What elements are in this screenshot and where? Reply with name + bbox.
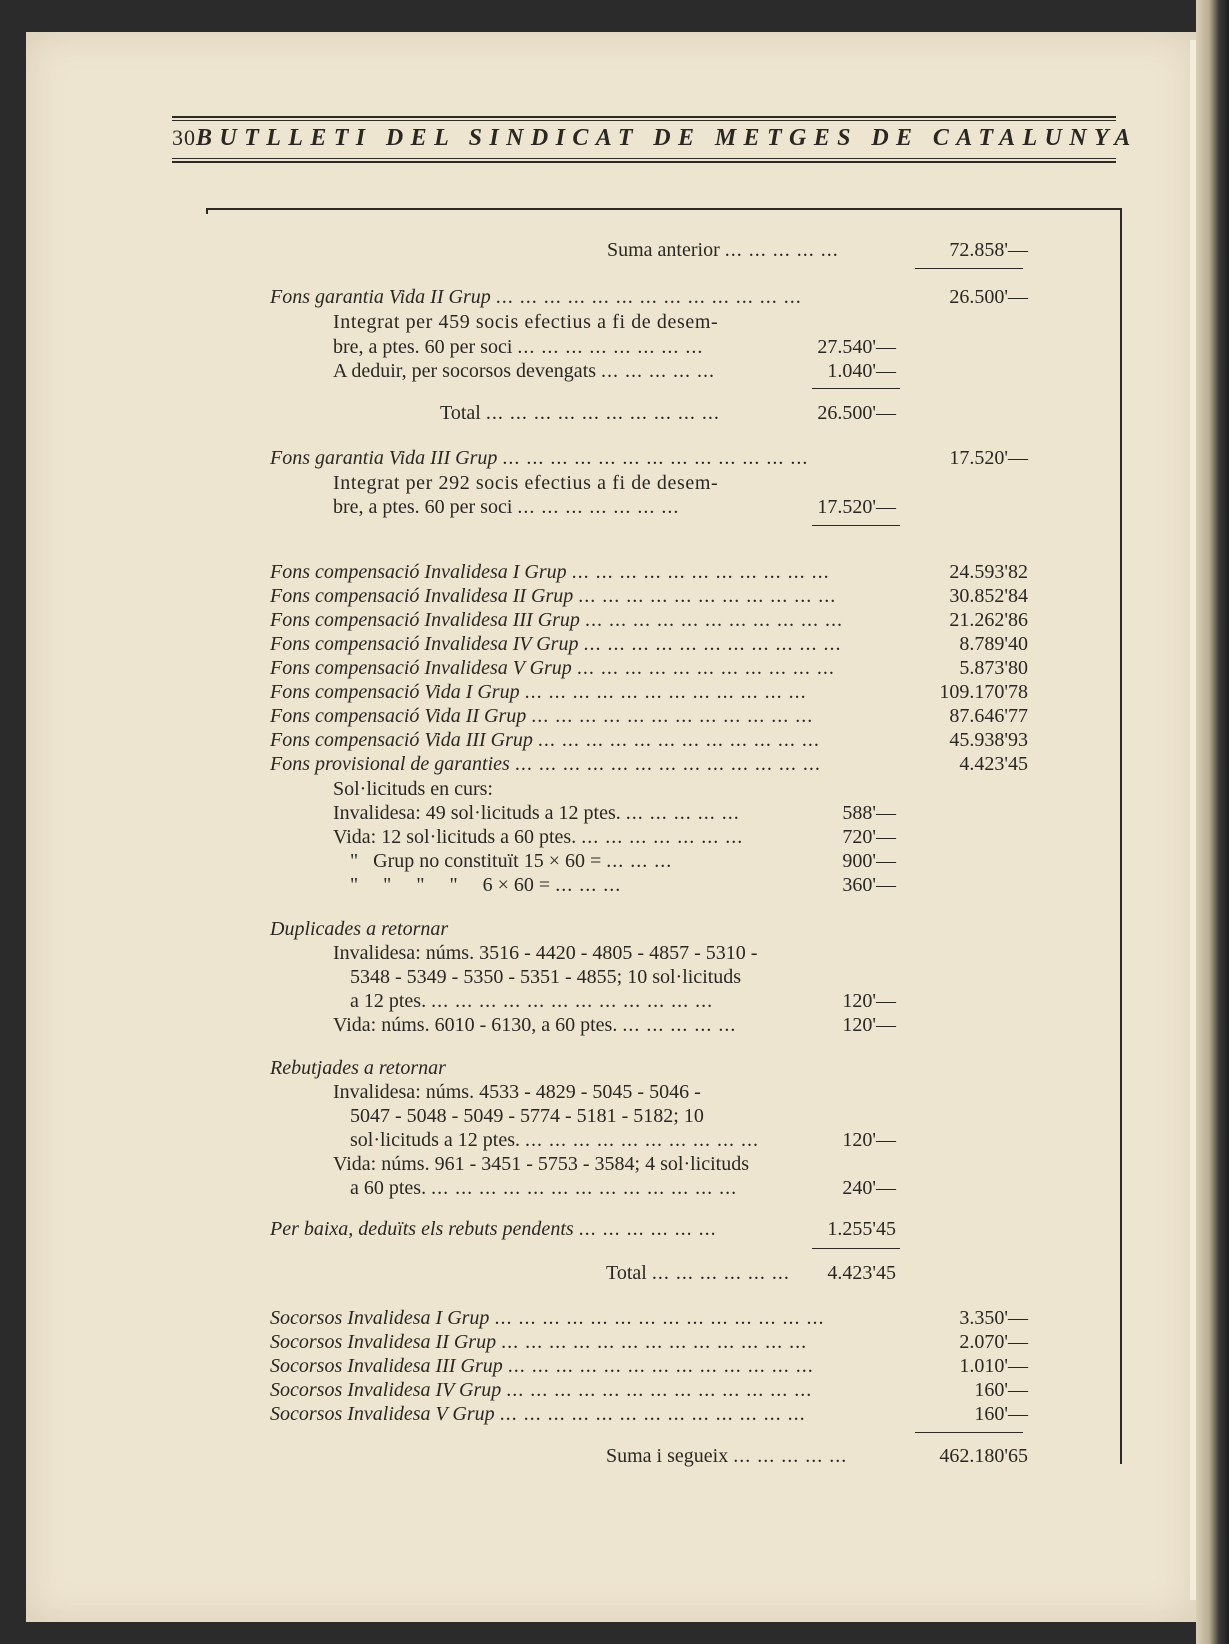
duplicades-line: Vida: núms. 6010 - 6130, a 60 ptes. ... ... ... ... ... — [333, 1014, 737, 1036]
table-frame-left — [206, 208, 208, 214]
solicituds-value: 900'— — [842, 850, 896, 872]
list-item-value: 2.070'— — [959, 1331, 1028, 1353]
rebutjades-line: Vida: núms. 961 - 3451 - 5753 - 3584; 4 sol·licituds — [333, 1153, 749, 1175]
list-item: Fons compensació Invalidesa IV Grup ... ... ... ... ... ... ... ... ... ... ... — [270, 633, 842, 655]
header-rule-bottom — [172, 161, 1116, 163]
fons-vida2-label: Fons garantia Vida II Grup ... ... ... ... ... ... ... ... ... ... ... ... ... — [270, 286, 802, 308]
rebutjades-line: 5047 - 5048 - 5049 - 5774 - 5181 - 5182; 10 — [350, 1105, 704, 1127]
solicituds-row: " Grup no constituït 15 × 60 = ... ... ... — [350, 850, 673, 872]
rule — [812, 388, 900, 389]
duplicades-heading: Duplicades a retornar — [270, 918, 449, 940]
vida2-text-line3: A deduir, per socorsos devengats ... ... ... ... ... — [333, 360, 716, 382]
page-number: 30 — [172, 125, 196, 150]
vida3-soci-value: 17.520'— — [817, 496, 896, 518]
fons-vida3-label: Fons garantia Vida III Grup ... ... ... ... ... ... ... ... ... ... ... ... ... — [270, 447, 809, 469]
duplicades-line: Invalidesa: núms. 3516 - 4420 - 4805 - 4857 - 5310 - — [333, 942, 758, 964]
book-spine — [1196, 0, 1229, 1644]
fons-vida2-value: 26.500'— — [949, 286, 1028, 308]
list-item-value: 21.262'86 — [949, 609, 1028, 631]
rule — [812, 525, 900, 526]
list-item: Socorsos Invalidesa III Grup ... ... ... ... ... ... ... ... ... ... ... ... ... — [270, 1355, 814, 1377]
list-item: Socorsos Invalidesa II Grup ... ... ... ... ... ... ... ... ... ... ... ... ... — [270, 1331, 808, 1353]
rebutjades-line: Invalidesa: núms. 4533 - 4829 - 5045 - 5046 - — [333, 1081, 701, 1103]
list-item: Fons compensació Invalidesa I Grup ... ... ... ... ... ... ... ... ... ... ... — [270, 561, 830, 583]
journal-title: BUTLLETI DEL SINDICAT DE METGES DE CATALUNYA — [196, 125, 1138, 151]
rule — [812, 1248, 900, 1249]
table-frame-top — [206, 208, 1122, 210]
list-item: Fons compensació Vida II Grup ... ... ... ... ... ... ... ... ... ... ... ... — [270, 705, 814, 727]
duplicades-value: 120'— — [842, 1014, 896, 1036]
vida3-text-line2: bre, a ptes. 60 per soci ... ... ... ... ... ... ... — [333, 496, 680, 518]
per-baixa-value: 1.255'45 — [827, 1218, 896, 1240]
rebutjades-value: 240'— — [842, 1177, 896, 1199]
list-item: Fons compensació Invalidesa III Grup ... ... ... ... ... ... ... ... ... ... ... — [270, 609, 843, 631]
rule — [915, 1432, 1023, 1433]
list-item: Socorsos Invalidesa I Grup ... ... ... ... ... ... ... ... ... ... ... ... ... ... — [270, 1307, 825, 1329]
rebutjades-line: sol·licituds a 12 ptes. ... ... ... ... ... ... ... ... ... ... — [350, 1129, 759, 1151]
solicituds-row: Vida: 12 sol·licituds a 60 ptes. ... ... ... ... ... ... ... — [333, 826, 744, 848]
suma-anterior-value: 72.858'— — [949, 239, 1028, 261]
list-item-value: 5.873'80 — [959, 657, 1028, 679]
solicituds-row: " " " " 6 × 60 = ... ... ... — [350, 874, 622, 896]
rebutjades-line: a 60 ptes. ... ... ... ... ... ... ... ... ... ... ... ... ... — [350, 1177, 738, 1199]
vida2-text-line1: Integrat per 459 socis efectius a fi de desem- — [333, 311, 719, 333]
vida2-total-label: Total ... ... ... ... ... ... ... ... ... ... — [440, 402, 720, 424]
list-item: Fons compensació Vida I Grup ... ... ... ... ... ... ... ... ... ... ... ... — [270, 681, 807, 703]
list-item-value: 30.852'84 — [949, 585, 1028, 607]
list-item: Socorsos Invalidesa V Grup ... ... ... ... ... ... ... ... ... ... ... ... ... — [270, 1403, 806, 1425]
duplicades-line: a 12 ptes. ... ... ... ... ... ... ... ... ... ... ... ... — [350, 990, 714, 1012]
duplicades-value: 120'— — [842, 990, 896, 1012]
rebutjades-heading: Rebutjades a retornar — [270, 1057, 446, 1079]
vida2-total-value: 26.500'— — [817, 402, 896, 424]
vida2-deduir-value: 1.040'— — [827, 360, 896, 382]
table-frame-right — [1120, 208, 1122, 1464]
list-item-value: 45.938'93 — [949, 729, 1028, 751]
fons-vida3-value: 17.520'— — [949, 447, 1028, 469]
rule — [915, 268, 1023, 269]
running-header — [172, 125, 1138, 155]
header-rule-top-thin — [172, 120, 1116, 121]
solicituds-value: 360'— — [842, 874, 896, 896]
list-item-value: 87.646'77 — [949, 705, 1028, 727]
list-item: Fons compensació Invalidesa V Grup ... ... ... ... ... ... ... ... ... ... ... — [270, 657, 835, 679]
header-rule-top — [172, 116, 1116, 118]
list-item-value: 1.010'— — [959, 1355, 1028, 1377]
solicituds-heading: Sol·licituds en curs: — [333, 778, 493, 800]
list-item-value: 109.170'78 — [939, 681, 1028, 703]
solicituds-value: 720'— — [842, 826, 896, 848]
duplicades-line: 5348 - 5349 - 5350 - 5351 - 4855; 10 sol·licituds — [350, 966, 742, 988]
rebutjades-value: 120'— — [842, 1129, 896, 1151]
list-item-value: 160'— — [974, 1403, 1028, 1425]
vida3-text-line1: Integrat per 292 socis efectius a fi de desem- — [333, 472, 719, 494]
list-item: Fons compensació Vida III Grup ... ... ... ... ... ... ... ... ... ... ... ... — [270, 729, 820, 751]
list-item-value: 160'— — [974, 1379, 1028, 1401]
solicituds-value: 588'— — [842, 802, 896, 824]
list-item: Socorsos Invalidesa IV Grup ... ... ... ... ... ... ... ... ... ... ... ... ... — [270, 1379, 813, 1401]
suma-segueix-label: Suma i segueix ... ... ... ... ... — [606, 1445, 848, 1467]
header-rule-bottom-thin — [172, 158, 1116, 159]
vida2-soci-value: 27.540'— — [817, 336, 896, 358]
list-item-value: 8.789'40 — [959, 633, 1028, 655]
list-item-value: 3.350'— — [959, 1307, 1028, 1329]
list-item: Fons compensació Invalidesa II Grup ... ... ... ... ... ... ... ... ... ... ... — [270, 585, 837, 607]
suma-segueix-value: 462.180'65 — [939, 1445, 1028, 1467]
list-item: Fons provisional de garanties ... ... ... ... ... ... ... ... ... ... ... ... ... — [270, 753, 821, 775]
list-item-value: 24.593'82 — [949, 561, 1028, 583]
suma-anterior-label: Suma anterior ... ... ... ... ... — [607, 239, 839, 261]
total-value: 4.423'45 — [827, 1262, 896, 1284]
list-item-value: 4.423'45 — [959, 753, 1028, 775]
per-baixa-label: Per baixa, deduïts els rebuts pendents ... ... ... ... ... ... — [270, 1218, 717, 1240]
solicituds-row: Invalidesa: 49 sol·licituds a 12 ptes. ... ... ... ... ... — [333, 802, 740, 824]
total-label: Total ... ... ... ... ... ... — [606, 1262, 790, 1284]
vida2-text-line2: bre, a ptes. 60 per soci ... ... ... ... ... ... ... ... — [333, 336, 704, 358]
